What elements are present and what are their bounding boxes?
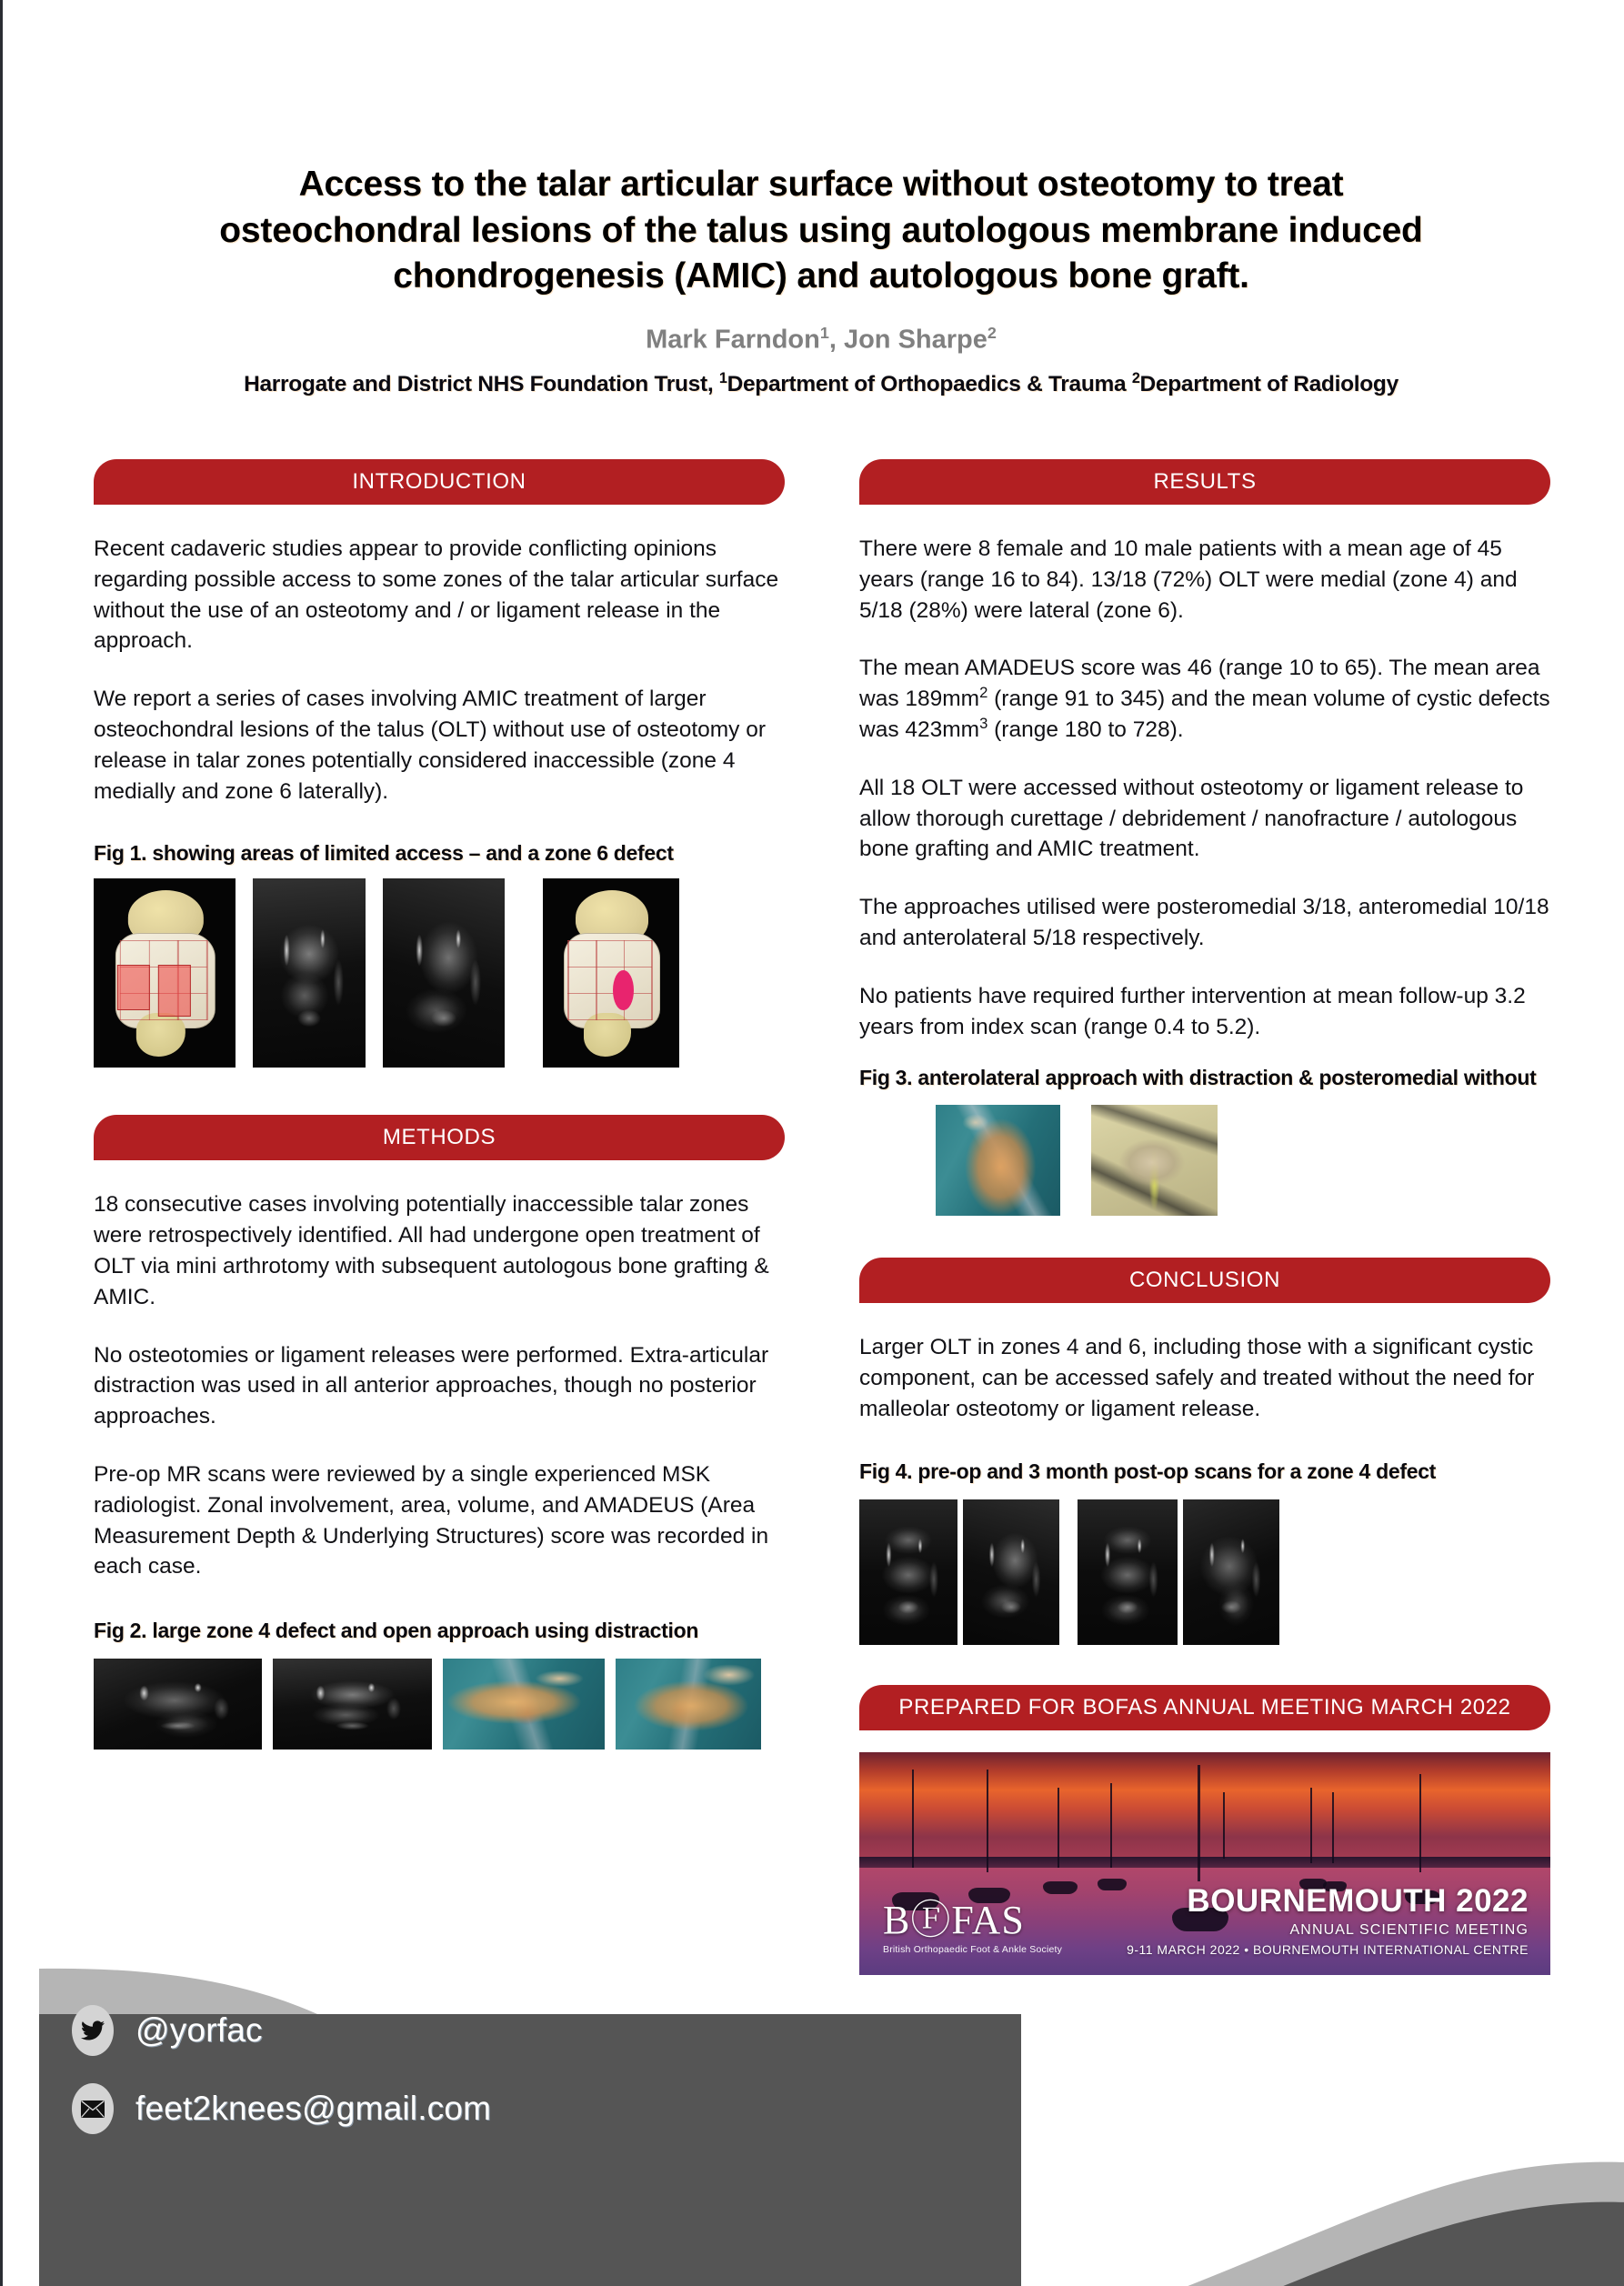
affiliation-dept-ortho: Department of Orthopaedics & Trauma [727, 371, 1132, 396]
right-column [859, 459, 1550, 1975]
zone6-access-highlight [158, 965, 191, 1017]
conclusion-paragraph: Larger OLT in zones 4 and 6, including those with a significant cystic component, can be accessed safely and treated without the need for malleolar osteotomy or ligament release. [859, 1335, 1535, 1421]
fig4-postop-coronal-mri [1078, 1499, 1178, 1645]
sailboat-mast [1198, 1765, 1200, 1880]
affiliation-trust: Harrogate and District NHS Foundation Trust, [244, 371, 719, 396]
envelope-icon [72, 2083, 114, 2134]
talus-illustration-defect [562, 890, 660, 1057]
poster-header [94, 162, 1549, 397]
introduction-paragraph-2: We report a series of cases involving AMIC treatment of larger osteochondral lesions of the talus (OLT) without use of osteotomy or release in talar zones potentially considered inaccessible (zone 4 medially and zone 6 laterally). [94, 687, 767, 804]
fig2-sagittal-mri-image [94, 1659, 262, 1750]
page-title [94, 162, 1549, 300]
fig4-image-row [859, 1499, 1550, 1645]
sailboat-mast [1223, 1792, 1225, 1860]
title-line-2: osteochondral lesions of the talus using autologous membrane induced [219, 210, 1423, 250]
author-list [94, 324, 1549, 356]
section-header-prepared-for [859, 1685, 1550, 1730]
zone4-access-highlight [117, 965, 150, 1010]
methods-paragraph-3: Pre-op MR scans were reviewed by a single experienced MSK radiologist. Zonal involvement, area, volume, and AMADEUS (Area Measurement Depth & Underlying Structures) score was recorded in each case. [94, 1461, 769, 1579]
volume-unit-exponent: 3 [979, 714, 988, 732]
author-two-affil-marker: 2 [987, 324, 997, 343]
results-amadeus-text: The mean AMADEUS score was 46 (range 10 to 65). The mean area was 189mm [859, 656, 1540, 712]
meeting-city-year: BOURNEMOUTH 2022 [1187, 1883, 1529, 1919]
fig1-image-row [94, 878, 785, 1068]
fig2-caption: Fig 2. large zone 4 defect and open approach using distraction [94, 1619, 699, 1643]
bofas-logo-subtitle: British Orthopaedic Foot & Ankle Society [883, 1943, 1063, 1955]
fig1-coronal-mri-image [253, 878, 366, 1068]
results-paragraph-1: There were 8 female and 10 male patients with a mean age of 45 years (range 16 to 84). 13/18 (72%) OLT were medial (zone 4) and 5/18 (28%) were lateral (zone 6). [859, 536, 1518, 623]
author-separator: , Jon Sharpe [828, 325, 987, 355]
title-line-3: chondrogenesis (AMIC) and autologous bone graft. [393, 256, 1249, 296]
fig2-image-row [94, 1659, 785, 1750]
sailboat-mast [1332, 1792, 1334, 1863]
fig1-talus-defect-image [543, 878, 679, 1068]
sailboat-mast [1058, 1788, 1059, 1868]
title-line-1: Access to the talar articular surface without osteotomy to treat [298, 165, 1344, 204]
section-header-results-label: RESULTS [1153, 469, 1257, 494]
section-header-introduction [94, 459, 785, 505]
results-area-text: (range 91 to 345) and the mean volume of cystic defects was 423mm [859, 687, 1550, 742]
fig2-open-approach-photo-1 [443, 1659, 605, 1750]
twitter-handle-text: @yorfac [135, 2011, 263, 2049]
fig1-caption: Fig 1. showing areas of limited access – and a zone 6 defect [94, 841, 674, 866]
banner-horizon [859, 1857, 1550, 1868]
section-header-conclusion [859, 1258, 1550, 1303]
introduction-paragraph-1: Recent cadaveric studies appear to provide conflicting opinions regarding possible access to some zones of the talar articular surface without the use of an osteotomy and / or ligament release in the approach. [94, 536, 779, 654]
results-paragraph-2 [859, 653, 1550, 745]
fig3-posteromedial-wound-photo [1091, 1105, 1218, 1216]
fig3-image-row [859, 1105, 1550, 1216]
footer-contact-block [72, 2005, 491, 2161]
fig3-caption: Fig 3. anterolateral approach with distraction & posteromedial without [859, 1066, 1537, 1090]
sailboat-mast [1310, 1788, 1312, 1863]
section-header-prepared-for-label: PREPARED FOR BOFAS ANNUAL MEETING MARCH 2022 [898, 1694, 1511, 1720]
sailboat-mast [987, 1770, 988, 1872]
affiliation-line [94, 370, 1549, 397]
results-paragraph-4: The approaches utilised were posteromedial 3/18, anteromedial 10/18 and anterolateral 5/18 respectively. [859, 895, 1549, 950]
talus-zone-grid [567, 940, 652, 1020]
talus-illustration [114, 890, 216, 1057]
area-unit-exponent: 2 [979, 684, 988, 702]
author-one-affil-marker: 1 [819, 324, 829, 343]
fig4-caption: Fig 4. pre-op and 3 month post-op scans for a zone 4 defect [859, 1459, 1437, 1483]
zone6-defect-marker [613, 970, 634, 1010]
author-one: Mark Farndon [646, 325, 820, 355]
section-header-methods-label: METHODS [382, 1125, 496, 1150]
results-volume-text: (range 180 to 728). [987, 717, 1184, 742]
section-header-conclusion-label: CONCLUSION [1128, 1268, 1281, 1293]
meeting-dates-venue: 9-11 MARCH 2022 • BOURNEMOUTH INTERNATIONAL CENTRE [1127, 1941, 1529, 1957]
fig4-preop-sagittal-mri [963, 1499, 1059, 1645]
affiliation-dept-radiology: Department of Radiology [1139, 371, 1398, 396]
fig4-postop-sagittal-mri [1183, 1499, 1279, 1645]
section-header-results [859, 459, 1550, 505]
fig3-anterolateral-distraction-photo [936, 1105, 1060, 1216]
fig2-axial-mri-image [273, 1659, 432, 1750]
email-contact-row[interactable] [72, 2083, 491, 2134]
left-column [94, 459, 785, 1750]
fig4-preop-coronal-mri [859, 1499, 957, 1645]
sailboat-mast [1419, 1774, 1421, 1872]
affiliation-marker-2: 2 [1131, 369, 1140, 386]
section-header-methods [94, 1115, 785, 1160]
methods-paragraph-1: 18 consecutive cases involving potentially inaccessible talar zones were retrospectively identified. All had undergone open treatment of OLT via mini arthrotomy with subsequent autologous bone grafting & AMIC. [94, 1192, 769, 1309]
meeting-type: ANNUAL SCIENTIFIC MEETING [1289, 1921, 1529, 1938]
results-paragraph-3: All 18 OLT were accessed without osteotomy or ligament release to allow thorough curettage / debridement / nanofracture / autologous bone grafting and AMIC treatment. [859, 775, 1524, 862]
affiliation-marker-1: 1 [718, 369, 727, 386]
twitter-bird-icon [72, 2005, 114, 2056]
methods-paragraph-2: No osteotomies or ligament releases were performed. Extra-articular distraction was used in all anterior approaches, though no posterior approaches. [94, 1342, 769, 1429]
email-address-text: feet2knees@gmail.com [135, 2090, 492, 2127]
results-paragraph-5: No patients have required further intervention at mean follow-up 3.2 years from index scan (range 0.4 to 5.2). [859, 983, 1526, 1039]
bofas-logo-wordmark: BⒻFAS [883, 1897, 1025, 1942]
section-header-introduction-label: INTRODUCTION [352, 469, 526, 494]
twitter-contact-row[interactable] [72, 2005, 491, 2056]
fig1-sagittal-mri-image [383, 878, 505, 1068]
fig1-talus-zones-image [94, 878, 236, 1068]
fig2-open-approach-photo-2 [616, 1659, 761, 1750]
sailboat-mast [912, 1770, 914, 1868]
sailboat-mast [1110, 1783, 1112, 1868]
